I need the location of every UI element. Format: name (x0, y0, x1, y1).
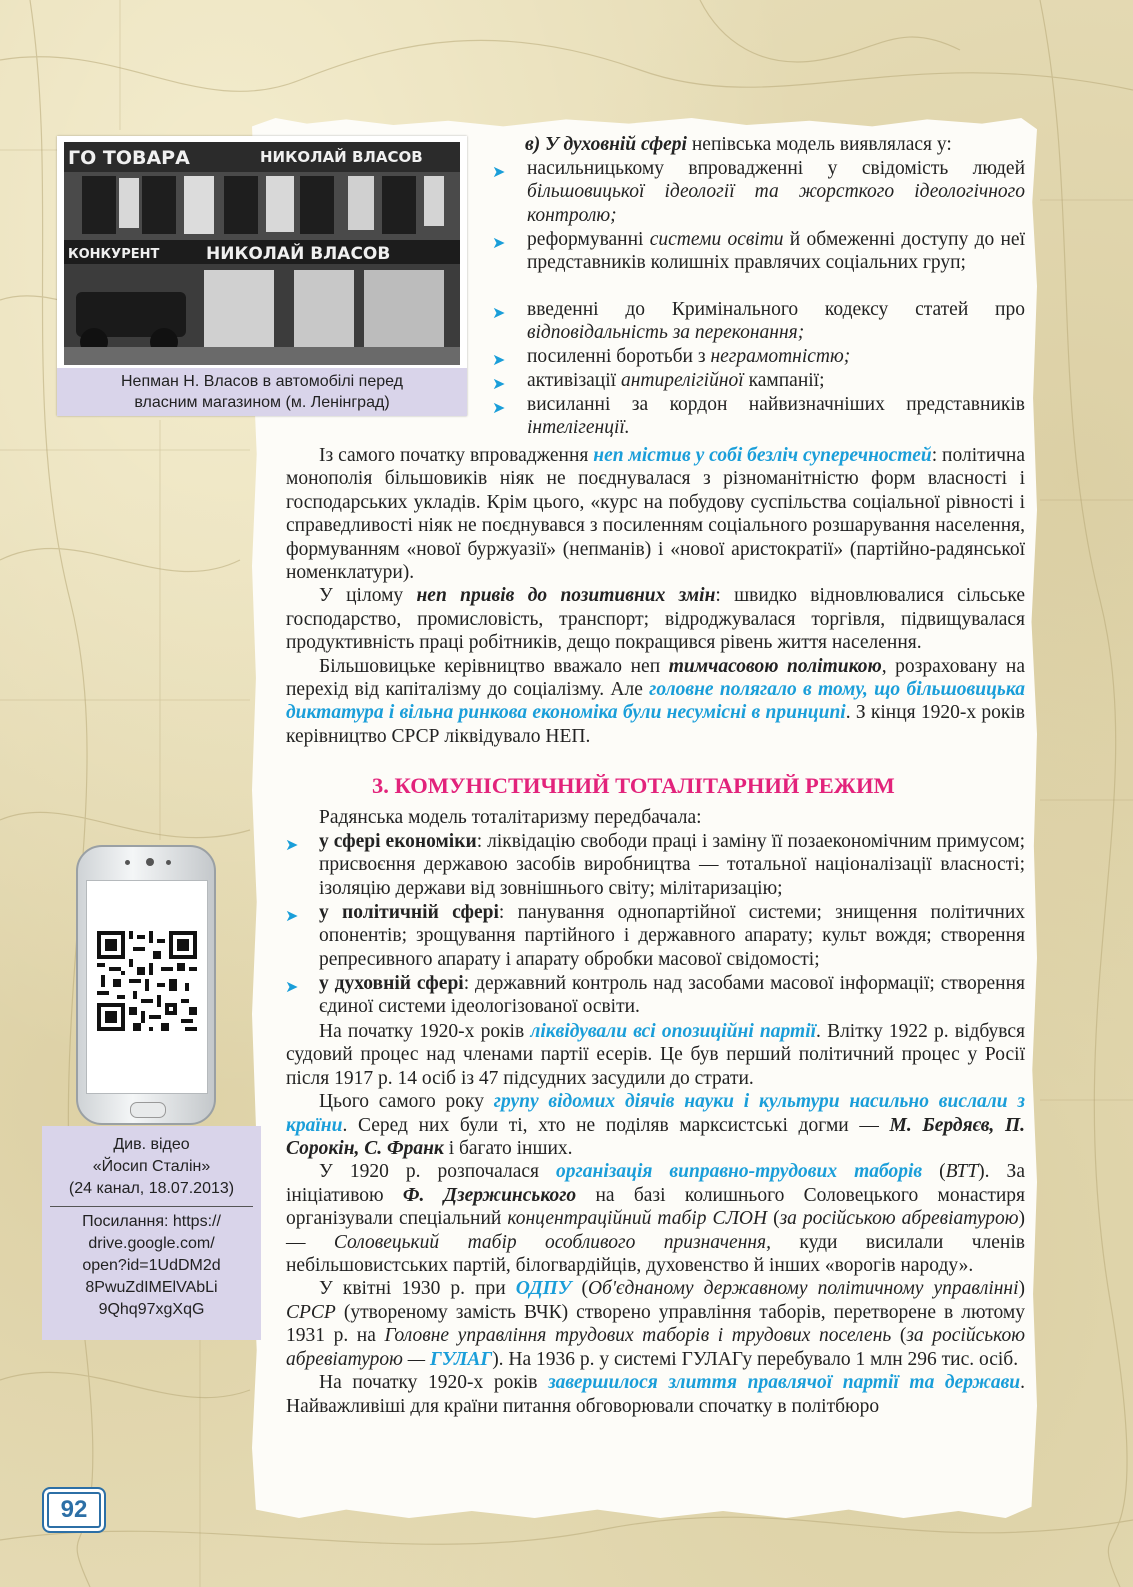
sign-bottom-right: НИКОЛАЙ ВЛАСОВ (206, 244, 391, 264)
list-item: у політичній сфері: панування однопартійної системи; знищення політичних опонентів; зрощування партійного і державного апарату; культ вождя; створення репресивного апарату і апарату обробки масової свідомості; (319, 902, 1025, 970)
video-line: «Йосип Сталін» (92, 1158, 211, 1175)
list-item: посиленні боротьби з неграмотністю; (527, 346, 851, 367)
bullet-chevron-icon: ➤ (492, 233, 506, 252)
list-item: у духовній сфері: державний контроль над засобами масової інформації; створення єдиної системи ідеологізованої освіти. (319, 973, 1025, 1018)
link-line: drive.google.com/ (88, 1235, 215, 1252)
bullet-chevron-icon: ➤ (492, 350, 506, 369)
caption-line: власним магазином (м. Ленінград) (134, 394, 390, 411)
divider (50, 1206, 253, 1207)
bullet-chevron-icon: ➤ (285, 906, 299, 925)
spiritual-intro: в) У духовній сфері непівська модель виявлялася у: (525, 134, 952, 155)
bullet-chevron-icon: ➤ (285, 835, 299, 854)
list-item: висиланні за кордон найвизначніших представників інтелігенції. (527, 394, 1025, 439)
sign-top-right: НИКОЛАЙ ВЛАСОВ (260, 148, 423, 166)
list-item: насильницькому впровадженні у свідомість людей більшовицької ідеології та жорсткого ідеологічного контролю; (527, 158, 1025, 226)
photo-caption (57, 368, 467, 416)
video-line: Див. відео (113, 1136, 190, 1153)
video-link[interactable] (42, 1211, 261, 1321)
paragraph: Із самого початку впровадження неп містив у собі безліч суперечностей: політична монополія більшовиків ніяк не поєднувалася з різноманітністю форм власності і господарських укладів. Крім цього, «курс на побудову суспільства соціальної рівності і справедливості ніяк не поєднувався з посиленням соціального розшарування населення, формуванням «нової буржуазії» (непманів) і «нової аристократії» (партійно-радянської номенклатури). У цілому неп привів до позитивних змін: швидко відновлювалися сільське господарство, промисловість, транспорт; відроджувалася торгівля, підвищувалася продуктивність праці робітників, дещо покращився рівень життя населення. Більшовицьке керівництво вважало неп тимчасовою політикою, розраховану на перехід від капіталізму до соціалізму. Але головне полягало в тому, що більшовицька диктатура і вільна ринкова економіка були несумісні в принципі. З кінця 1920-х років керівництво СРСР ліквідувало НЕП. (286, 445, 1026, 747)
phone-home-button (130, 1102, 166, 1118)
nepman-shop-photo (64, 142, 460, 365)
list-item: у сфері економіки: ліквідацію свободи праці і заміну її позаекономічним примусом; присвоєння державою засобів виробництва — тотальної націоналізації власності; ізоляцію держави від зовнішнього світу; мілітаризацію; (319, 831, 1025, 899)
video-reference-box (42, 1126, 261, 1340)
video-line: (24 канал, 18.07.2013) (68, 1180, 235, 1197)
sign-top-left: ГО ТОВАРА (68, 147, 190, 169)
photo-figure (57, 136, 467, 416)
bullet-chevron-icon: ➤ (285, 977, 299, 996)
page-number: 92 (42, 1487, 106, 1533)
link-line: 9Qhq97xgXqG (98, 1301, 205, 1318)
list-item: реформуванні системи освіти й обмеженні доступу до неї представників колишніх правлячих соціальних груп; (527, 229, 1025, 274)
soviet-intro: Радянська модель тоталітаризму передбачала: (319, 807, 702, 828)
caption-line: Непман Н. Власов в автомобілі перед (120, 373, 403, 390)
sign-bottom-left: КОНКУРЕНТ (68, 247, 160, 262)
phone-qr-figure (76, 845, 216, 1125)
phone-icon (76, 845, 216, 1125)
list-item: активізації антирелігійної кампанії; (527, 370, 825, 391)
paragraph: На початку 1920-х років ліквідували всі опозиційні партії. Влітку 1922 р. відбувся судовий процес над членами партії есерів. Це був перший політичний процес у Росії після 1917 р. 14 осіб із 47 підсудних засудили до страти. Цього самого року групу відомих діячів науки і культури насильно вислали з країни. Серед них були ті, хто не поділяв марксистські догми — М. Бердяєв, П. Сорокін, С. Франк і багато інших. У 1920 р. розпочалася організація виправно-трудових таборів (ВТТ). За ініціативою Ф. Дзержинського на базі колишнього Соловецького монастиря організували спеціальний концентраційний табір СЛОН (за російською абревіатурою) — Соловецький табір особливого призначення, куди висилали членів небільшовистських партій, білогвардійців, духовенство й інших «ворогів народу». У квітні 1930 р. при ОДПУ (Об'єднаному державному політичному управлінні) СРСР (утвореному замість ВЧК) створено управління таборів, перетворене в лютому 1931 р. на Головне управління трудових таборів і трудових поселень (за російською абревіатурою — ГУЛАГ). На 1936 р. у системі ГУЛАГу перебувало 1 млн 296 тис. осіб. На початку 1920-х років завершилося злиття правлячої партії та держави. Найважливіші для країни питання обговорювали спочатку в політбюро (286, 1021, 1026, 1417)
bullet-chevron-icon: ➤ (492, 398, 506, 417)
section-heading: 3. КОМУНІСТИЧНИЙ ТОТАЛІТАРНИЙ РЕЖИМ (372, 773, 895, 798)
list-item: введенні до Кримінального кодексу статей про відповідальність за переконання; (527, 299, 1025, 344)
link-line: Посилання: https:// (82, 1213, 221, 1230)
bullet-chevron-icon: ➤ (492, 162, 506, 181)
bullet-chevron-icon: ➤ (492, 303, 506, 322)
link-line: 8PwuZdIMElVAbLi (85, 1279, 218, 1296)
link-line: open?id=1UdDM2d (82, 1257, 221, 1274)
bullet-chevron-icon: ➤ (492, 374, 506, 393)
qr-code-icon[interactable] (97, 931, 197, 1031)
